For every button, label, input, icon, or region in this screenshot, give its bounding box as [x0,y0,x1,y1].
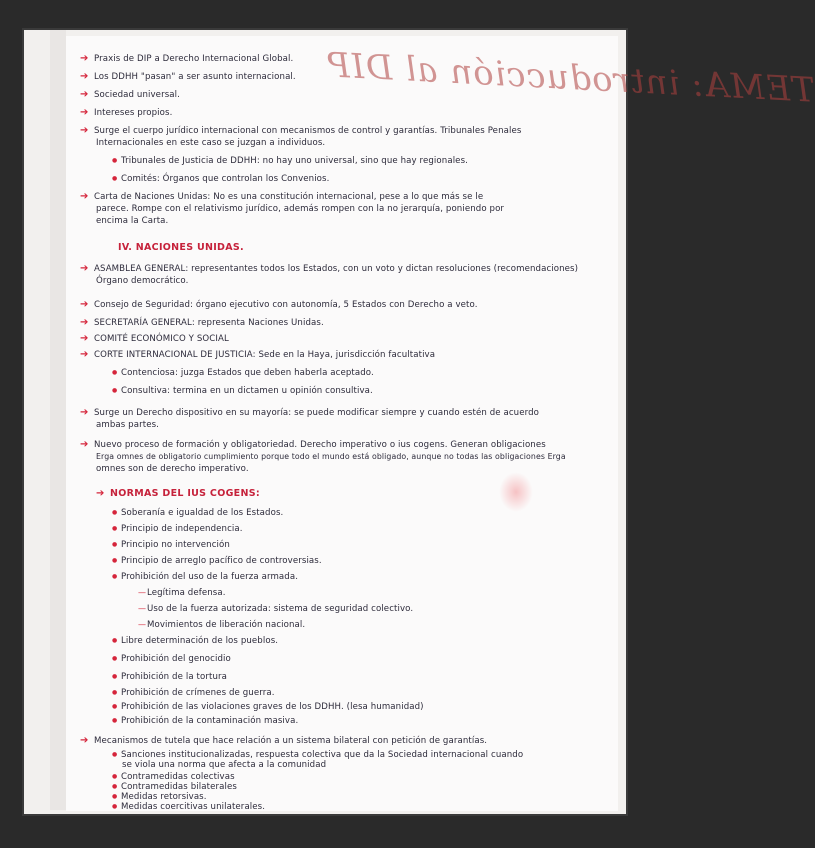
ius-item-7: ● Prohibición del genocidio [122,654,642,664]
un-line-7: ● Contenciosa: juzga Estados que deben haberla aceptado. [122,368,642,378]
un-line-2: Órgano democrático. [96,276,189,286]
tail-line-1: ➔ Mecanismos de tutela que hace relación a un sistema bilateral con petición de garantías. [96,736,616,746]
un-line-6: ➔ CORTE INTERNACIONAL DE JUSTICIA: Sede en la Haya, jurisdicción facultativa [96,350,616,360]
ius-item-11: ● Prohibición de la contaminación masiva. [122,716,642,726]
note-line-5: ➔ Surge el cuerpo jurídico internacional con mecanismos de control y garantías. Tribunales Penales [96,126,616,136]
tail-line-7: ● Medidas coercitivas unilaterales. [122,802,642,812]
ius-item-2: ● Principio de independencia. [122,524,642,534]
ius-item-4: ● Principio de arreglo pacífico de controversias. [122,556,642,566]
un-line-10: ambas partes. [96,420,159,430]
scanned-page [22,28,815,816]
tail-line-6: ● Medidas retorsivas. [122,792,642,802]
tail-line-4: ● Contramedidas colectivas [122,772,642,782]
ius-item-9: ● Prohibición de crímenes de guerra. [122,688,642,698]
note-line-9: ➔ Carta de Naciones Unidas: No es una constitución internacional, pese a lo que más se le [96,192,616,202]
note-line-7: ● Tribunales de Justicia de DDHH: no hay uno universal, sino que hay regionales. [122,156,642,166]
un-line-3: ➔ Consejo de Seguridad: órgano ejecutivo con autonomía, 5 Estados con Derecho a veto. [96,300,616,310]
tail-line-2: ● Sanciones institucionalizadas, respuesta colectiva que da la Sociedad internacional cuando [122,750,642,760]
note-line-6: Internacionales en este caso se juzgan a individuos. [96,138,326,148]
ius-item-3: ● Principio no intervención [122,540,642,550]
un-line-11: ➔ Nuevo proceso de formación y obligatoriedad. Derecho imperativo o ius cogens. Generan obligaciones [96,440,616,450]
ius-item-6: ● Libre determinación de los pueblos. [122,636,642,646]
note-line-10: parece. Rompe con el relativismo jurídico, además rompen con la no jerarquía, poniendo por [96,204,505,214]
ius-item-5: ● Prohibición del uso de la fuerza armada. [122,572,642,582]
note-line-11: encima la Carta. [96,216,169,226]
ink-stain [499,472,533,512]
section-heading-ius-cogens: ➔ NORMAS DEL IUS COGENS: [112,488,260,499]
un-line-8: ● Consultiva: termina en un dictamen u opinión consultiva. [122,386,642,396]
notebook-sheet [66,36,815,812]
ius-subitem-1: — Legítima defensa. [148,588,668,598]
ius-item-1: ● Soberanía e igualdad de los Estados. [122,508,642,518]
note-line-3: ➔ Sociedad universal. [96,90,616,100]
un-line-1: ➔ ASAMBLEA GENERAL: representantes todos los Estados, con un voto y dictan resoluciones (recomendaciones) [96,264,616,274]
un-line-13: omnes son de derecho imperativo. [96,464,249,474]
un-line-9: ➔ Surge un Derecho dispositivo en su mayoría: se puede modificar siempre y cuando estén de acuerdo [96,408,616,418]
ius-subitem-3: — Movimientos de liberación nacional. [148,620,668,630]
section-heading-naciones-unidas: IV. NACIONES UNIDAS. [118,242,244,253]
paper-edge [50,30,66,810]
ius-item-10: ● Prohibición de las violaciones graves de los DDHH. (lesa humanidad) [122,702,642,712]
ius-item-8: ● Prohibición de la tortura [122,672,642,682]
ius-subitem-2: — Uso de la fuerza autorizada: sistema de seguridad colectivo. [148,604,668,614]
tail-line-3: se viola una norma que afecta a la comunidad [122,760,327,770]
sheet-bottom [66,808,626,838]
tail-line-5: ● Contramedidas bilaterales [122,782,642,792]
page-title: TEMA: introducción al DIP [325,45,815,111]
note-line-8: ● Comités: Órganos que controlan los Convenios. [122,174,642,184]
un-line-4: ➔ SECRETARÍA GENERAL: representa Naciones Unidas. [96,318,616,328]
note-line-4: ➔ Intereses propios. [96,108,616,118]
un-line-5: ➔ COMITÉ ECONÓMICO Y SOCIAL [96,334,616,344]
note-line-1: ➔ Praxis de DIP a Derecho Internacional Global. [96,54,616,64]
un-line-12: Erga omnes de obligatorio cumplimiento porque todo el mundo está obligado, aunque no todas las obligaciones Erga [96,452,566,461]
note-line-2: ➔ Los DDHH "pasan" a ser asunto internacional. [96,72,616,82]
